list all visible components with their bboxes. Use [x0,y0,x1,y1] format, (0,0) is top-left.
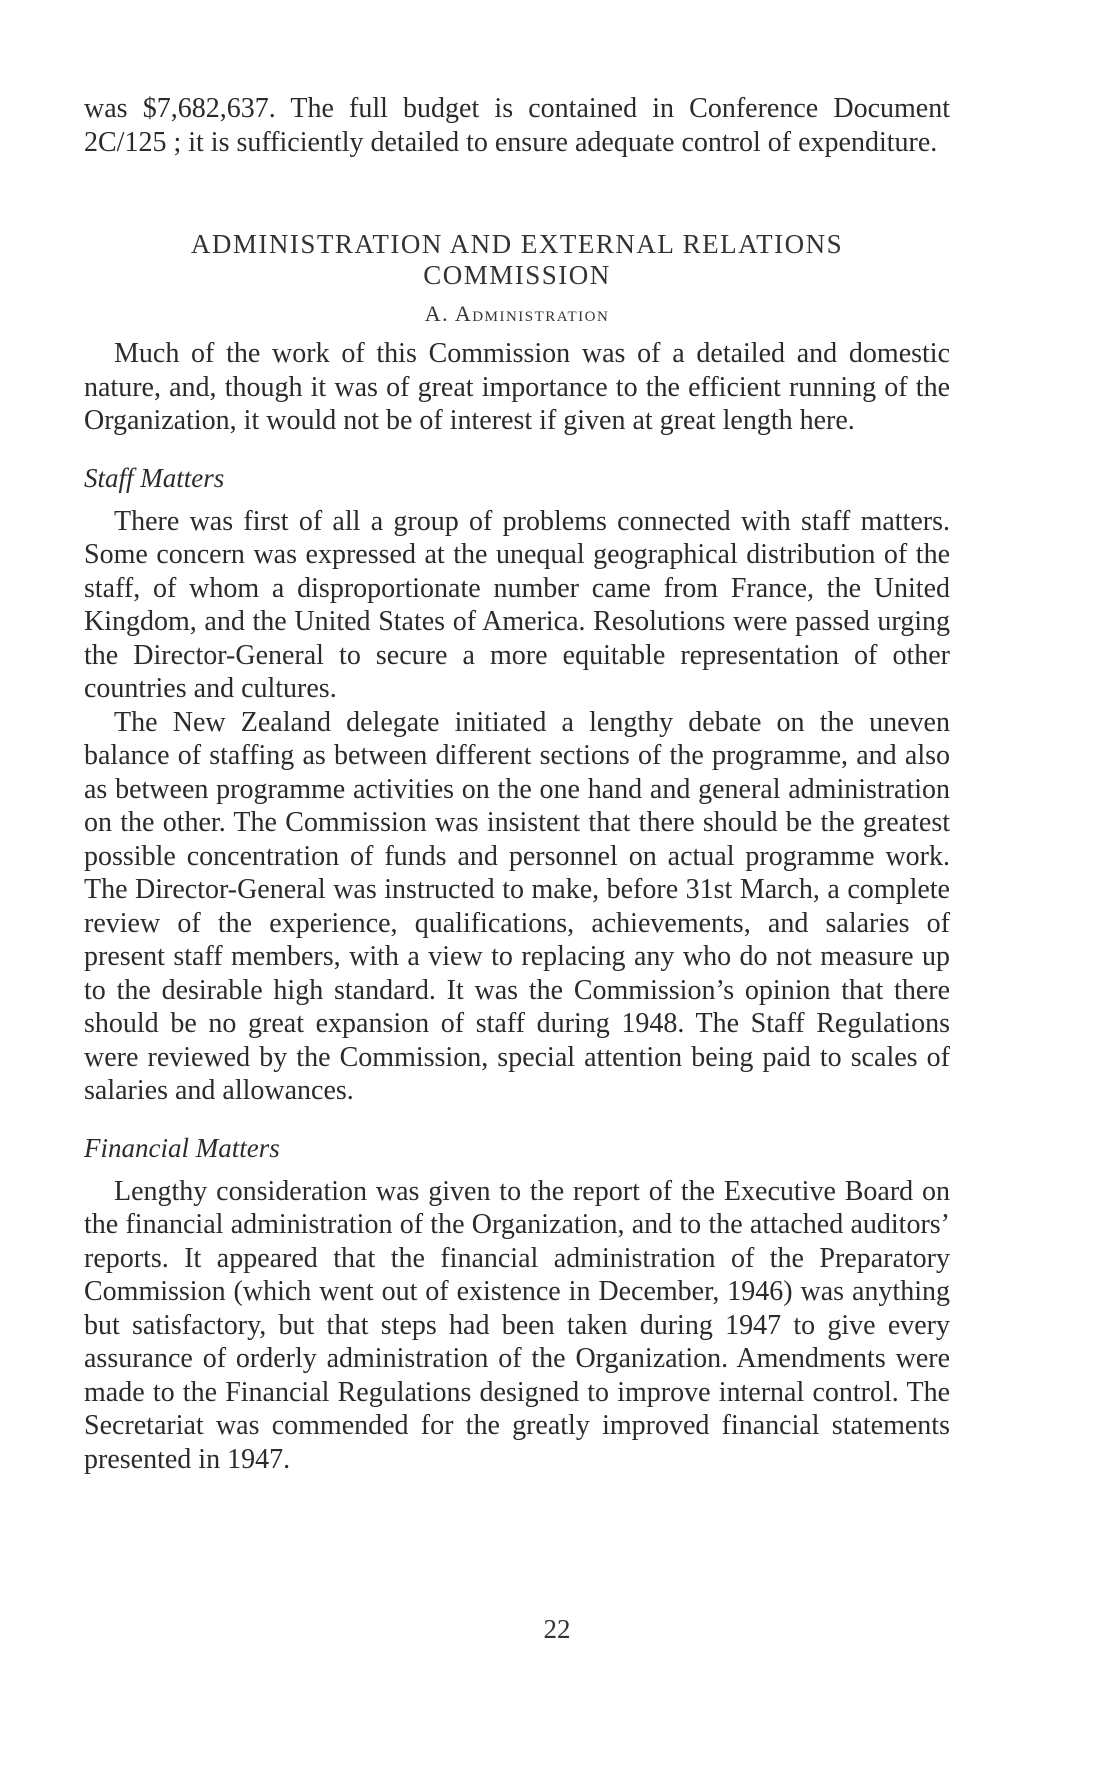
page-number: 22 [543,1614,571,1644]
financial-paragraph: Lengthy consideration was given to the report of the Executive Board on the financial administration of the Organization, and to the attached auditors’ reports. It appeared that the financial administration of the Preparatory Commission (which went out of existence in December, 1946) was anything but satisfactory, but that steps had been taken during 1947 to give every assurance of orderly administration of the Organization. Amendments were made to the Financial Regulations designed to improve internal control. The Secretariat was commended for the greatly improved financial statements presented in 1947. [84,1175,950,1475]
staff-matters-title: Staff Matters [84,462,225,493]
staff-paragraph-2: The New Zealand delegate initiated a lengthy debate on the uneven balance of staffing as between different sections of the programme, and also as between programme activities on the one hand and general administration on the other. The Commission was insistent that there should be the greatest possible concentration of funds and personnel on actual programme work. The Director-General was instructed to make, before 31st March, a complete review of the experience, qualifications, achievements, and salaries of present staff members, with a view to replacing any who do not measure up to the desirable high standard. It was the Commission’s opinion that there should be no great expansion of staff during 1948. The Staff Regulations were reviewed by the Commission, special attention being paid to scales of salaries and allowances. [84,706,950,1106]
commission-heading-line1: ADMINISTRATION AND EXTERNAL RELATIONS [190,229,844,259]
financial-matters-title: Financial Matters [84,1132,280,1163]
administration-subheading: A. Administration [424,301,610,326]
spacer [84,159,950,229]
page-body [84,92,950,1476]
intro-paragraph: was $7,682,637. The full budget is contained in Conference Document 2C/125 ; it is sufficiently detailed to ensure adequate control of expenditure. [84,93,950,158]
commission-heading-line2: COMMISSION [423,260,611,290]
administration-paragraph: Much of the work of this Commission was of a detailed and domestic nature, and, though it was of great importance to the efficient running of the Organization, it would not be of interest if given at great length here. [84,338,950,436]
commission-heading [84,229,950,291]
staff-paragraph-1: There was first of all a group of problems connected with staff matters. Some concern was expressed at the unequal geographical distribution of the staff, of whom a disproportionate number came from France, the United Kingdom, and the United States of America. Resolutions were passed urging the Director-General to secure a more equitable representation of other countries and cultures. [84,505,950,704]
